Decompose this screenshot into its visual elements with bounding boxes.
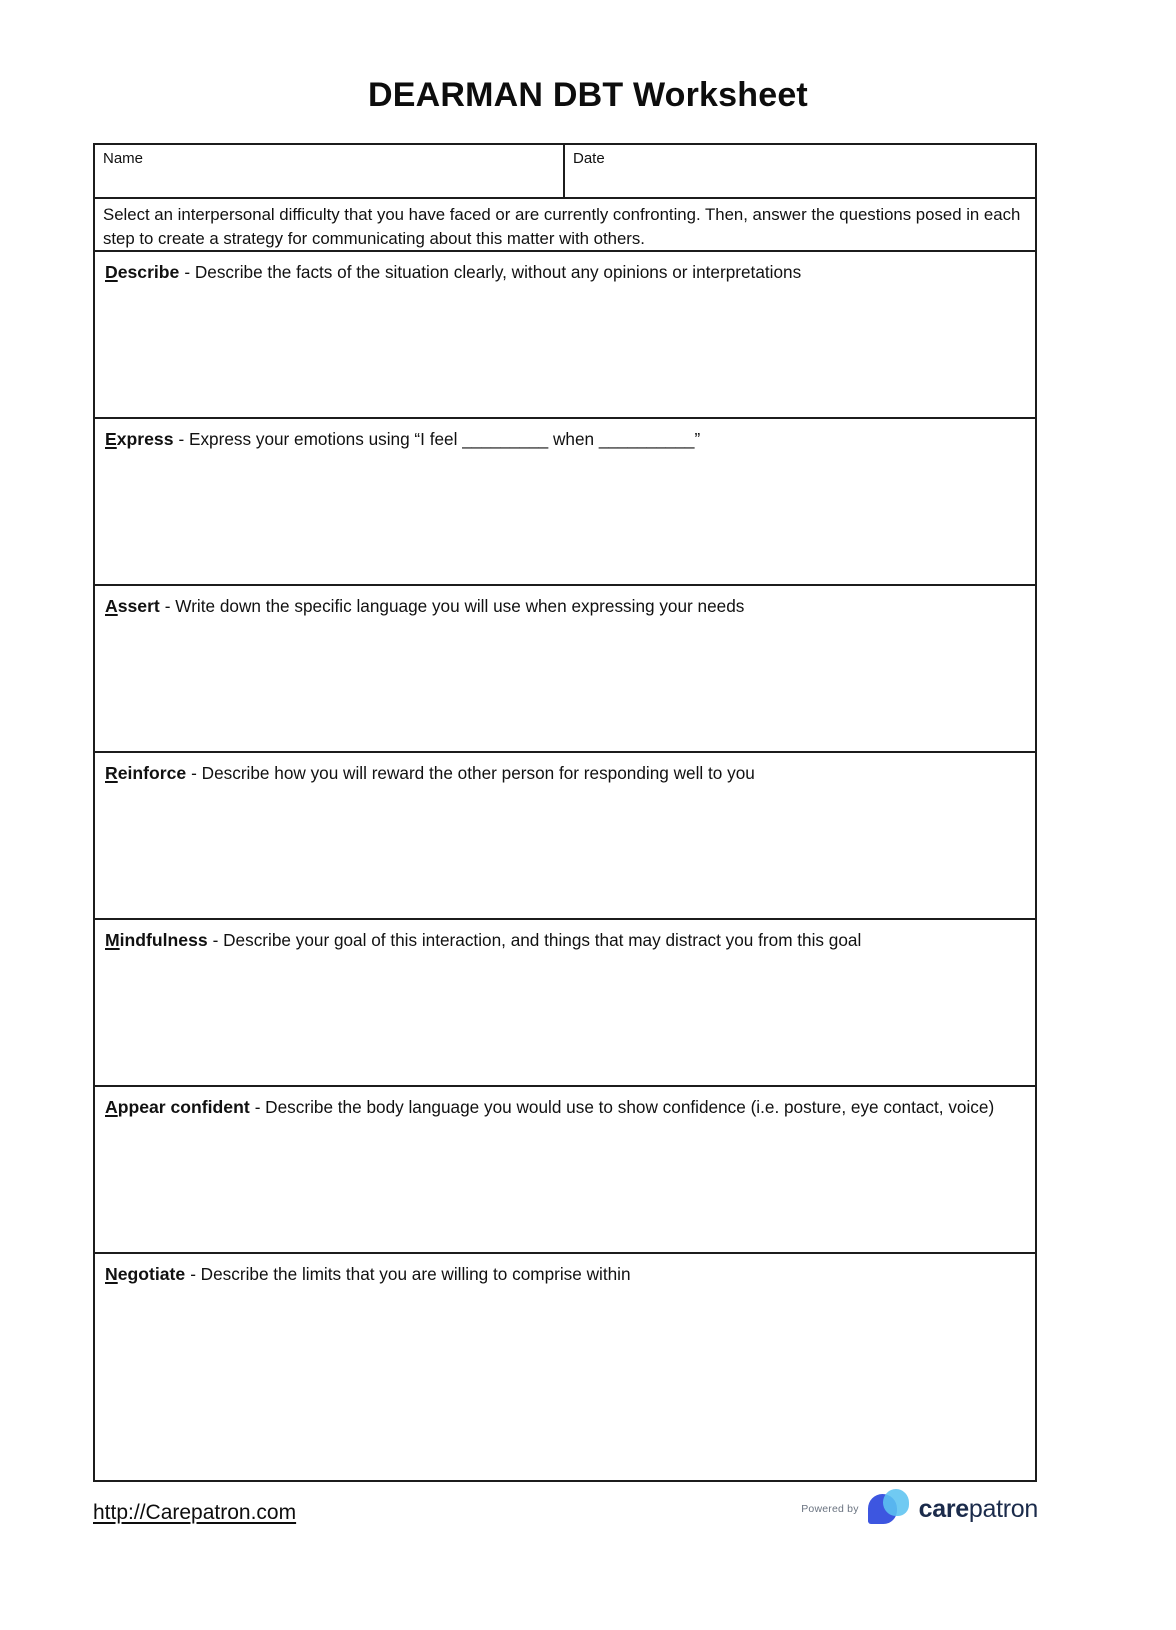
section-describe-description: - Describe the facts of the situation clearly, without any opinions or interpretations — [184, 262, 802, 282]
section-express-word — [105, 429, 173, 449]
powered-by-block — [801, 1487, 1038, 1531]
section-appear-confident-rest: ppear confident — [117, 1097, 250, 1117]
name-input-area[interactable] — [95, 169, 563, 197]
section-negotiate-word — [105, 1264, 185, 1284]
section-mindfulness-description: - Describe your goal of this interaction, and things that may distract you from this goal — [212, 930, 862, 950]
section-express-initial: E — [105, 429, 117, 449]
reinforce-answer-area[interactable] — [95, 791, 1035, 918]
section-appear-confident — [95, 1087, 1035, 1254]
section-reinforce — [95, 753, 1035, 920]
brand-wordmark-patron: patron — [968, 1494, 1038, 1523]
brand-wordmark-care: care — [918, 1494, 969, 1523]
section-describe-word — [105, 262, 179, 282]
section-express-rest: xpress — [116, 429, 174, 449]
date-input-area[interactable] — [565, 169, 1035, 197]
section-appear-confident-word — [105, 1097, 250, 1117]
negotiate-answer-area[interactable] — [95, 1292, 1035, 1480]
section-mindfulness-rest: indfulness — [119, 930, 208, 950]
section-describe-rest: escribe — [117, 262, 180, 282]
section-reinforce-word — [105, 763, 186, 783]
section-appear-confident-description: - Describe the body language you would use to show confidence (i.e. posture, eye contact, voice) — [254, 1097, 995, 1117]
section-negotiate — [95, 1254, 1035, 1480]
name-field-label: Name — [103, 150, 144, 167]
logo-bubble-light-icon — [883, 1489, 909, 1516]
section-express-description: - Express your emotions using “I feel _________ when __________” — [178, 429, 701, 449]
carepatron-logo-icon — [868, 1487, 910, 1531]
name-field — [95, 145, 565, 197]
appear-confident-answer-area[interactable] — [95, 1125, 1035, 1252]
section-negotiate-description: - Describe the limits that you are willing to comprise within — [190, 1264, 631, 1284]
mindfulness-answer-area[interactable] — [95, 958, 1035, 1085]
section-describe — [95, 252, 1035, 419]
section-assert-initial: A — [105, 596, 118, 616]
worksheet-table — [93, 143, 1037, 1482]
section-assert-rest: ssert — [117, 596, 160, 616]
instruction-text: Select an interpersonal difficulty that you have faced or are currently confronting. Then, answer the questions posed in each step to create a strategy for communicating about this matter with others. — [95, 199, 1035, 252]
section-negotiate-initial: N — [105, 1264, 118, 1284]
powered-by-label: Powered by — [801, 1503, 859, 1515]
section-express — [95, 419, 1035, 586]
section-assert — [95, 586, 1035, 753]
section-reinforce-description: - Describe how you will reward the other person for responding well to you — [191, 763, 755, 783]
name-date-row — [95, 145, 1035, 199]
page-title: DEARMAN DBT Worksheet — [368, 76, 808, 114]
section-assert-description: - Write down the specific language you will use when expressing your needs — [164, 596, 745, 616]
section-describe-initial: D — [105, 262, 118, 282]
express-answer-area[interactable] — [95, 457, 1035, 584]
section-reinforce-initial: R — [105, 763, 118, 783]
section-mindfulness-initial: M — [105, 930, 120, 950]
section-mindfulness — [95, 920, 1035, 1087]
brand-wordmark — [919, 1495, 1038, 1524]
date-field — [565, 145, 1035, 197]
assert-answer-area[interactable] — [95, 624, 1035, 751]
section-negotiate-rest: egotiate — [117, 1264, 186, 1284]
section-reinforce-rest: einforce — [117, 763, 187, 783]
describe-answer-area[interactable] — [95, 290, 1035, 417]
section-assert-word — [105, 596, 160, 616]
date-field-label: Date — [573, 150, 605, 167]
carepatron-link[interactable]: http://Carepatron.com — [93, 1501, 297, 1524]
section-appear-confident-initial: A — [105, 1097, 118, 1117]
section-mindfulness-word — [105, 930, 208, 950]
